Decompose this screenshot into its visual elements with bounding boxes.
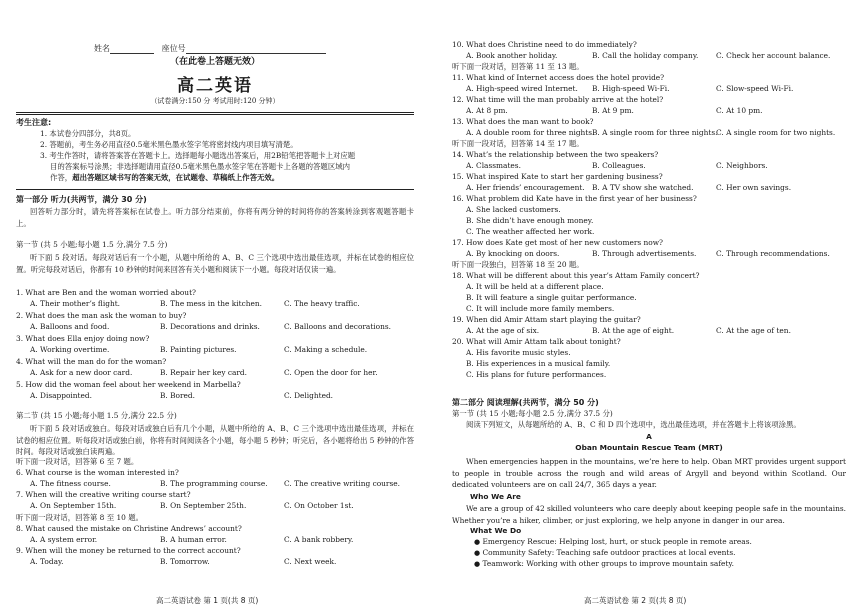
option-c: C. A bank robbery. (284, 535, 354, 544)
option-a: A. Balloons and food. (30, 322, 110, 331)
question-stem: 13. What does the man want to book? (452, 117, 594, 126)
page-footer-right: 高二英语试卷 第 2 页(共 8 页) (584, 596, 687, 605)
sec1-intro: 听下面 5 段对话。每段对话后有一个小题，从题中所给的 A、B、C 三个选项中选出最佳选项，并标在试卷的相应位置。听完每段对话后，你都有 10 秒钟的时间来回答有关小题和阅读下一小题。每段对话仅读一遍。 (16, 253, 414, 274)
option-c: C. The heavy traffic. (284, 299, 360, 308)
note-item: 2. 答题前，考生务必用直径0.5毫米黑色墨水签字笔将密封线内项目填写清楚。 (40, 140, 298, 149)
option-a: A. At 8 pm. (466, 106, 508, 115)
option-b: B. Bored. (160, 391, 195, 400)
question-stem: 2. What does the man ask the woman to buy? (16, 311, 187, 320)
lead-14-17: 听下面一段对话，回答第 14 至 17 题。 (452, 139, 584, 148)
what-title: What We Do (470, 526, 522, 535)
note-item: 目的答案标号涂黑；非选择题请用直径0.5毫米黑色墨水签字笔在答题卡上各题的答题区域内 (50, 162, 350, 171)
option-a: A. By knocking on doors. (466, 249, 560, 258)
option-b: B. A human error. (160, 535, 227, 544)
option-b: B. At the age of eight. (592, 326, 675, 335)
option-c: C. A single room for two nights. (716, 128, 836, 137)
note-item: 1. 本试卷分四部分，共8页。 (40, 129, 136, 138)
option-c: C. Check her account balance. (716, 51, 831, 60)
option-c: C. Slow-speed Wi-Fi. (716, 84, 794, 93)
option-b: B. She didn’t have enough money. (466, 216, 594, 225)
option-b: B. Call the holiday company. (592, 51, 699, 60)
option-a: A. Their mother’s flight. (30, 299, 121, 308)
who-text: We are a group of 42 skilled volunteers who care deeply about keeping people safe in the mountains. Whether you’re a hiker, climber, or just exploring, we help anyone in danger in our area. (452, 504, 846, 525)
bullet-icon: ● (474, 538, 481, 546)
part2-intro: 阅读下列短文，从每题所给的 A、B、C 和 D 四个选项中，选出最佳选项，并在答题卡上将该项涂黑。 (466, 420, 801, 429)
bullet-item (474, 559, 846, 569)
bullet-item (474, 548, 846, 558)
option-a: A. It will be held at a different place. (466, 282, 604, 291)
question-stem: 7. When will the creative writing course start? (16, 490, 191, 499)
option-b: B. His experiences in a musical family. (466, 359, 611, 368)
option-a: A. A double room for three nights. (466, 128, 595, 137)
option-a: A. A system error. (30, 535, 98, 544)
option-a: A. Classmates. (466, 161, 521, 170)
question-stem: 18. What will be different about this year’s Attam Family concert? (452, 271, 700, 280)
exam-meta: （试卷满分:150 分 考试用时:120 分钟） (150, 97, 280, 105)
part2-sec1: 第一节 (共 15 小题;每小题 2.5 分,满分 37.5 分) (452, 409, 613, 418)
option-c: C. Making a schedule. (284, 345, 368, 354)
option-a: A. She lacked customers. (466, 205, 561, 214)
part1-title: 第一部分 听力(共两节，满分 30 分) (16, 195, 147, 204)
seat-label: 座位号 (161, 44, 186, 53)
option-b: B. The mess in the kitchen. (160, 299, 262, 308)
sec1-title: 第一节 (共 5 小题;每小题 1.5 分,满分 7.5 分) (16, 240, 168, 249)
notes-title: 考生注意: (16, 118, 52, 127)
part1-intro: 回答听力部分时，请先将答案标在试卷上。听力部分结束前，你将有两分钟的时间将你的答案转涂到客观题答题卡上。 (16, 207, 414, 228)
bullet-text: Emergency Rescue: Helping lost, hurt, or stuck people in remote areas. (482, 537, 752, 546)
option-a: A. At the age of six. (466, 326, 540, 335)
question-stem: 8. What caused the mistake on Christine Andrews’ account? (16, 524, 242, 533)
option-c: C. At 10 pm. (716, 106, 763, 115)
lead-8-10: 听下面一段对话，回答第 8 至 10 题。 (16, 513, 143, 522)
option-c: C. Delighted. (284, 391, 334, 400)
option-b: B. A single room for three nights. (592, 128, 718, 137)
page-title: 高二英语 (177, 76, 253, 96)
question-stem: 4. What will the man do for the woman? (16, 357, 167, 366)
option-b: B. Decorations and drinks. (160, 322, 260, 331)
divider (16, 112, 414, 113)
note-emphasis: 超出答题区域书写的答案无效，在试题卷、草稿纸上作答无效。 (72, 173, 280, 182)
name-blank[interactable] (110, 44, 154, 54)
bullet-icon: ● (474, 549, 481, 557)
name-label: 姓名 (94, 44, 110, 53)
note-item: 3. 考生作答时，请将答案答在答题卡上。选择题每小题选出答案后，用2B铅笔把答题卡上对应题 (40, 151, 356, 160)
question-stem: 10. What does Christine need to do immediately? (452, 40, 637, 49)
option-c: C. At the age of ten. (716, 326, 791, 335)
bullet-text: Community Safety: Teaching safe outdoor practices at local events. (482, 548, 736, 557)
sec2-intro: 听下面 5 段对话或独白。每段对话或独白后有几个小题，从题中所给的 A、B、C 三个选项中选出最佳选项，并标在试卷的相应位置。听每段对话或独白前，你将有时间阅读各个小题，每小题 5 秒钟；听完后，各小题将给出 5 秒钟的作答时间。每段对话或独白读两遍。 (16, 424, 414, 456)
option-b: B. High-speed Wi-Fi. (592, 84, 670, 93)
option-c: C. The weather affected her work. (466, 227, 595, 236)
sec2-title: 第二节 (共 15 小题;每小题 1.5 分,满分 22.5 分) (16, 411, 177, 420)
name-seat-line (94, 44, 414, 54)
question-stem: 15. What inspired Kate to start her gardening business? (452, 172, 663, 181)
question-stem: 19. When did Amir Attam start playing the guitar? (452, 315, 641, 324)
option-b: B. Tomorrow. (160, 557, 210, 566)
bullet-text: Teamwork: Working with other groups to improve mountain safety. (482, 559, 734, 568)
question-stem: 1. What are Ben and the woman worried about? (16, 288, 196, 297)
option-b: B. It will feature a single guitar performance. (466, 293, 637, 302)
bullet-icon: ● (474, 560, 481, 568)
seat-blank[interactable] (186, 44, 326, 54)
option-a: A. His favorite music styles. (466, 348, 571, 357)
question-stem: 16. What problem did Kate have in the first year of her business? (452, 194, 697, 203)
option-b: B. Through advertisements. (592, 249, 697, 258)
option-c: C. The creative writing course. (284, 479, 400, 488)
option-a: A. Her friends’ encouragement. (466, 183, 585, 192)
option-a: A. Book another holiday. (466, 51, 558, 60)
question-stem: 9. When will the money be returned to the correct account? (16, 546, 241, 555)
question-stem: 17. How does Kate get most of her new customers now? (452, 238, 664, 247)
bullet-item (474, 537, 846, 547)
question-stem: 20. What will Amir Attam talk about tonight? (452, 337, 621, 346)
option-a: A. Working overtime. (30, 345, 110, 354)
passage-letter: A (646, 432, 652, 441)
note-text: 作答， (50, 173, 73, 182)
option-c: C. His plans for future performances. (466, 370, 607, 379)
lead-6-7: 听下面一段对话，回答第 6 至 7 题。 (16, 457, 139, 466)
lead-11-13: 听下面一段对话，回答第 11 至 13 题。 (452, 62, 584, 71)
page-footer-left: 高二英语试卷 第 1 页(共 8 页) (156, 596, 259, 605)
lead-18-20: 听下面一段独白，回答第 18 至 20 题。 (452, 260, 584, 269)
option-a: A. High-speed wired Internet. (466, 84, 578, 93)
part2-title: 第二部分 阅读理解(共两节，满分 50 分) (452, 398, 599, 407)
left-page (16, 0, 414, 608)
option-c: C. Her own savings. (716, 183, 792, 192)
option-a: A. Today. (30, 557, 64, 566)
divider (16, 189, 414, 190)
question-stem: 14. What’s the relationship between the two speakers? (452, 150, 659, 159)
passage-title: Oban Mountain Rescue Team (MRT) (575, 443, 723, 452)
question-stem: 11. What kind of Internet access does the hotel provide? (452, 73, 665, 82)
option-b: B. Painting pictures. (160, 345, 237, 354)
question-stem: 3. What does Ella enjoy doing now? (16, 334, 150, 343)
question-stem: 12. What time will the man probably arrive at the hotel? (452, 95, 664, 104)
option-a: A. Ask for a new door card. (30, 368, 133, 377)
option-b: B. At 9 pm. (592, 106, 634, 115)
passage-paragraph: When emergencies happen in the mountains, we’re here to help. Oban MRT provides urgent support to people in trouble across the rough and wild areas of Argyll and beyond within Scotland. Our dedicated volunteers are on call 24/7, 365 days a year. (452, 457, 846, 489)
option-c: C. Next week. (284, 557, 337, 566)
right-page (452, 0, 846, 608)
option-b: B. On September 25th. (160, 501, 247, 510)
option-c: C. Through recommendations. (716, 249, 830, 258)
option-c: C. Balloons and decorations. (284, 322, 392, 331)
option-c: C. On October 1st. (284, 501, 354, 510)
divider (16, 114, 414, 115)
invalid-note: （在此卷上答题无效） (169, 57, 260, 67)
option-b: B. A TV show she watched. (592, 183, 694, 192)
option-b: B. The programming course. (160, 479, 268, 488)
question-stem: 5. How did the woman feel about her weekend in Marbella? (16, 380, 241, 389)
option-a: A. On September 15th. (30, 501, 117, 510)
question-stem: 6. What course is the woman interested in? (16, 468, 179, 477)
who-title: Who We Are (470, 492, 521, 501)
option-a: A. The fitness course. (30, 479, 111, 488)
option-a: A. Disappointed. (30, 391, 92, 400)
option-c: C. Open the door for her. (284, 368, 378, 377)
note-item (50, 173, 414, 183)
option-b: B. Repair her key card. (160, 368, 248, 377)
option-c: C. Neighbors. (716, 161, 768, 170)
option-b: B. Colleagues. (592, 161, 646, 170)
option-c: C. It will include more family members. (466, 304, 615, 313)
